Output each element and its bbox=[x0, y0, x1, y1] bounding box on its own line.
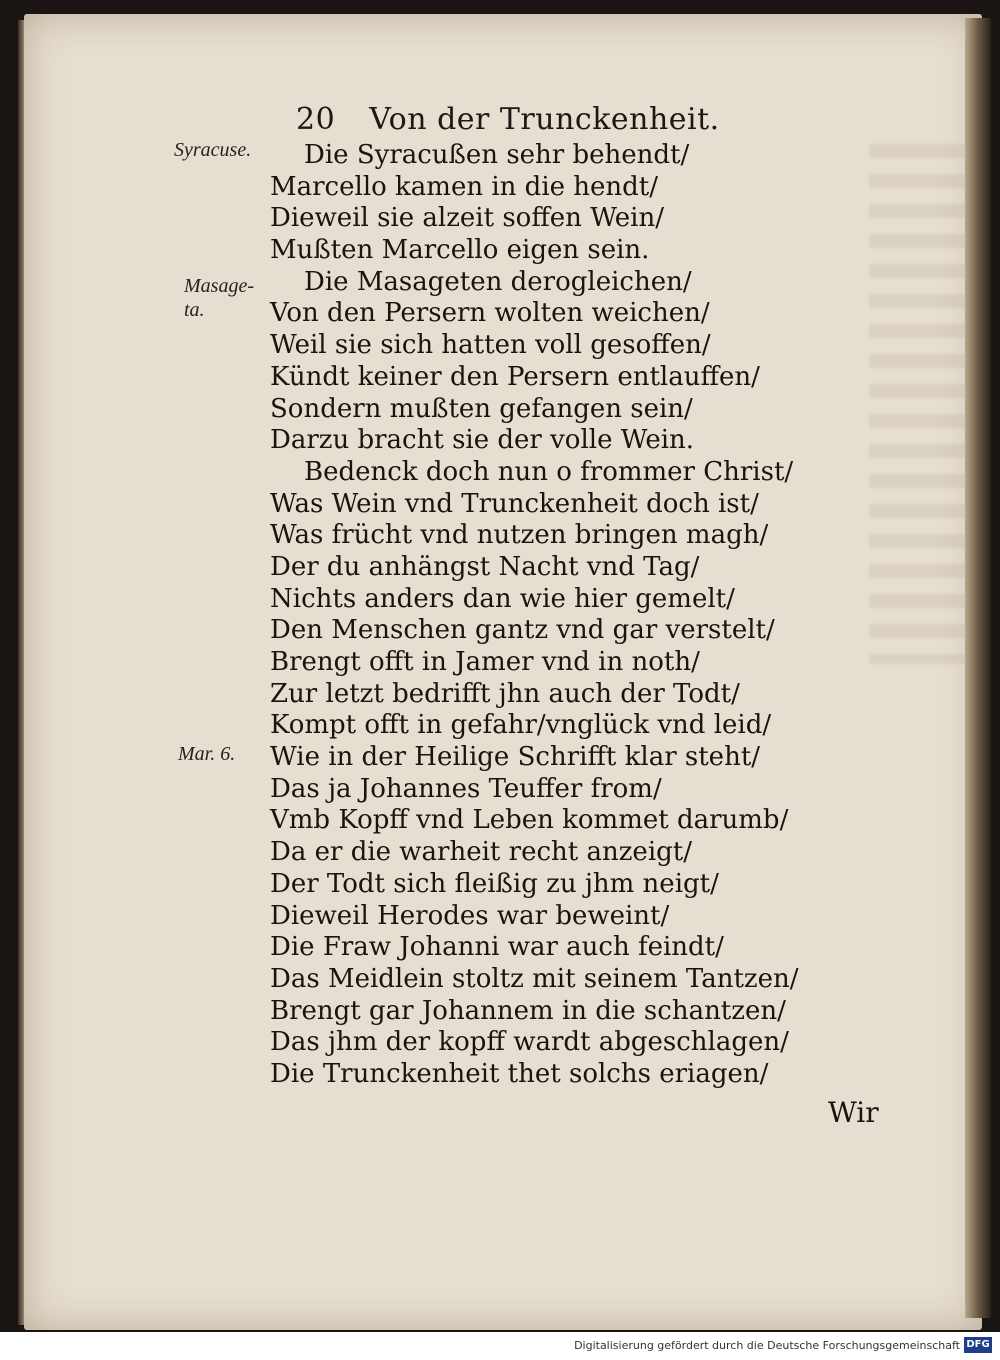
verse-line: Was Wein vnd Trunckenheit doch ist/ bbox=[270, 488, 759, 519]
verse-line: Von den Persern wolten weichen/ bbox=[270, 298, 710, 329]
verse-line: Nichts anders dan wie hier gemelt/ bbox=[270, 583, 735, 614]
footer-bar bbox=[0, 1332, 1000, 1360]
margin-note-masagetae bbox=[184, 274, 254, 322]
margin-note-mark: Mar. 6. bbox=[178, 743, 236, 765]
margin-note-syracuse: Syracuse. bbox=[174, 139, 252, 161]
verse-line: Wie in der Heilige Schrifft klar steht/ bbox=[270, 742, 761, 773]
verse-line: Der du anhängst Nacht vnd Tag/ bbox=[270, 551, 700, 582]
verse-block bbox=[270, 140, 830, 1091]
verse-line: Das jhm der kopff wardt abgeschlagen/ bbox=[270, 1027, 789, 1058]
verse-line: Die Masageten derogleichen/ bbox=[304, 266, 692, 297]
margin-note-line: Masage- bbox=[184, 275, 254, 297]
verse-line: Zur letzt bedrifft jhn auch der Todt/ bbox=[270, 678, 740, 709]
page-number: 20 bbox=[296, 102, 336, 137]
verse-line: Das ja Johannes Teuffer from/ bbox=[270, 773, 662, 804]
verse-line: Kündt keiner den Persern entlauffen/ bbox=[270, 361, 760, 392]
show-through-text bbox=[869, 144, 979, 664]
verse-line: Die Syracußen sehr behendt/ bbox=[304, 140, 690, 170]
page-edge-right bbox=[965, 18, 991, 1318]
verse-line: Die Trunckenheit thet solchs eriagen/ bbox=[270, 1058, 769, 1089]
verse-line: Das Meidlein stoltz mit seinem Tantzen/ bbox=[270, 963, 799, 994]
verse-line: Darzu bracht sie der volle Wein. bbox=[270, 425, 695, 456]
margin-note-line: ta. bbox=[184, 299, 205, 321]
verse-line: Die Fraw Johanni war auch feindt/ bbox=[270, 932, 724, 963]
verse-line: Marcello kamen in die hendt/ bbox=[270, 171, 659, 202]
verse-line: Was frücht vnd nutzen bringen magh/ bbox=[270, 520, 769, 551]
verse-line: Bedenck doch nun o frommer Christ/ bbox=[304, 456, 794, 487]
running-header bbox=[296, 102, 720, 137]
verse-line: Da er die warheit recht anzeigt/ bbox=[270, 837, 692, 868]
verse-line: Der Todt sich fleißig zu jhm neigt/ bbox=[270, 868, 719, 899]
verse-line: Brengt gar Johannem in die schantzen/ bbox=[270, 995, 786, 1026]
verse-line: Den Menschen gantz vnd gar verstelt/ bbox=[270, 615, 775, 646]
verse-line: Weil sie sich hatten voll gesoffen/ bbox=[270, 330, 711, 361]
running-title: Von der Trunckenheit. bbox=[369, 102, 720, 137]
verse-line: Brengt offt in Jamer vnd in noth/ bbox=[270, 647, 700, 677]
verse-line: Mußten Marcello eigen sein. bbox=[270, 235, 650, 266]
verse-line: Dieweil Herodes war beweint/ bbox=[270, 900, 670, 931]
catchword: Wir bbox=[828, 1096, 879, 1129]
verse-line: Dieweil sie alzeit soffen Wein/ bbox=[270, 203, 664, 234]
verse-line: Kompt offt in gefahr/vnglück vnd leid/ bbox=[270, 710, 772, 741]
verse-line: Vmb Kopff vnd Leben kommet darumb/ bbox=[270, 805, 789, 836]
funding-credit: Digitalisierung gefördert durch die Deutsche Forschungsgemeinschaft bbox=[574, 1339, 960, 1352]
dfg-logo: DFG bbox=[964, 1337, 992, 1353]
verse-line: Sondern mußten gefangen sein/ bbox=[270, 393, 693, 424]
